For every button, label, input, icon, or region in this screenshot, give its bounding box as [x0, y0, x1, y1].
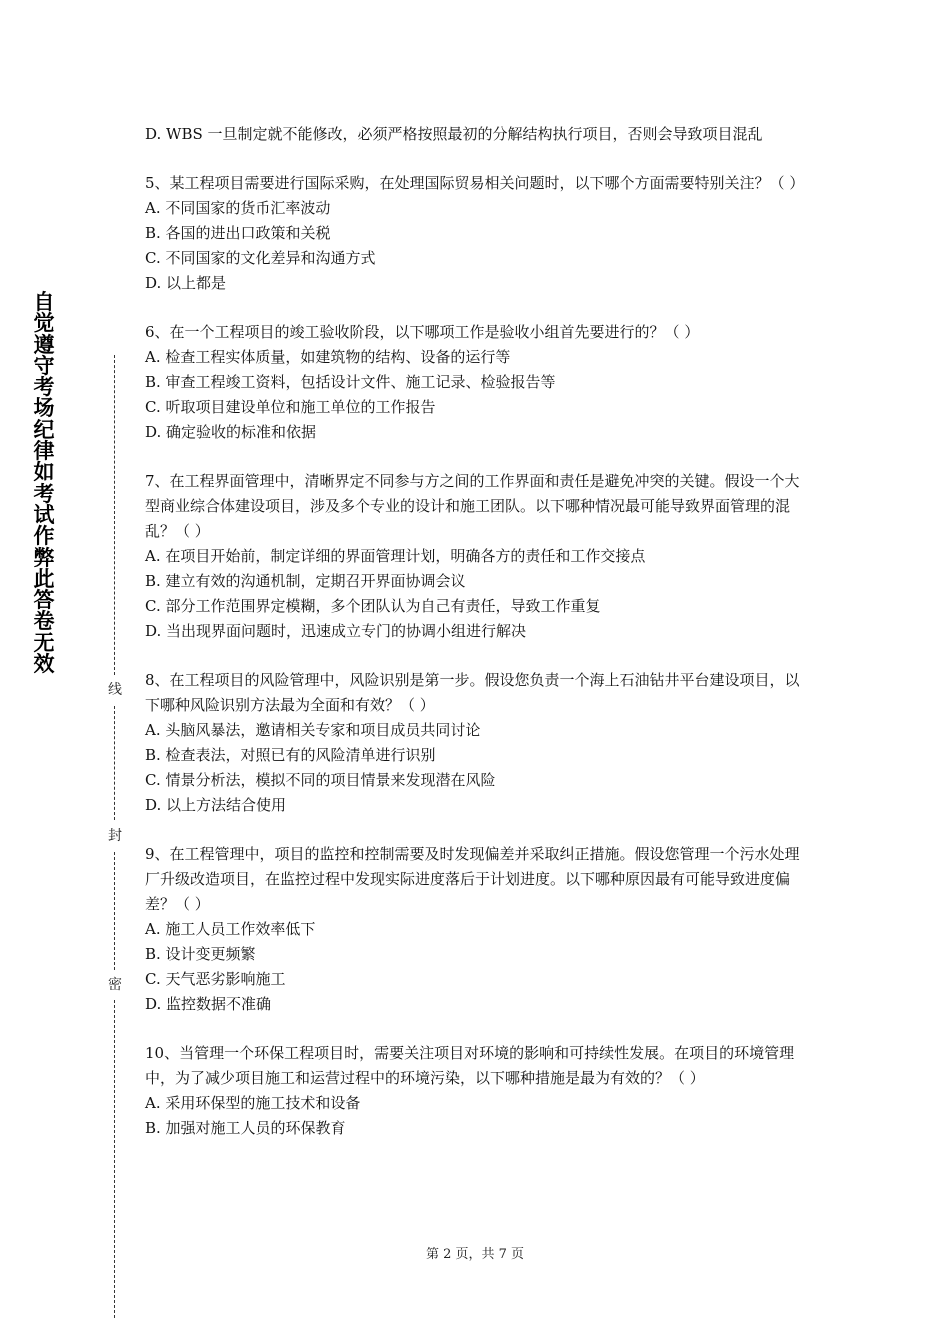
question-stem: 5、某工程项目需要进行国际采购，在处理国际贸易相关问题时，以下哪个方面需要特别关注？（ ） [145, 174, 805, 192]
page-number: 第 2 页，共 7 页 [425, 1247, 525, 1262]
option-a: A. 施工人员工作效率低下 [145, 920, 316, 938]
binding-label-seal: 封 [108, 828, 122, 844]
option-a: A. 采用环保型的施工技术和设备 [145, 1094, 361, 1112]
question-8 [145, 668, 810, 818]
option-b: B. 审查工程竣工资料，包括设计文件、施工记录、检验报告等 [145, 373, 556, 391]
exam-content [145, 122, 810, 1165]
binding-dashed-line-bottom [114, 1000, 115, 1318]
binding-label-secret: 密 [108, 977, 122, 993]
exam-discipline-warning: 自觉遵守考场纪律如考试作弊此答卷无效 [33, 290, 55, 677]
option-c: C. 不同国家的文化差异和沟通方式 [145, 249, 376, 267]
question-continued [145, 122, 810, 147]
option-c: C. 情景分析法，模拟不同的项目情景来发现潜在风险 [145, 771, 496, 789]
option-c: C. 部分工作范围界定模糊，多个团队认为自己有责任，导致工作重复 [145, 597, 601, 615]
question-stem: 7、在工程界面管理中，清晰界定不同参与方之间的工作界面和责任是避免冲突的关键。假设一个大型商业综合体建设项目，涉及多个专业的设计和施工团队。以下哪种情况最可能导致界面管理的混乱？（ ） [145, 472, 800, 540]
option-c: C. 听取项目建设单位和施工单位的工作报告 [145, 398, 436, 416]
option-a: A. 不同国家的货币汇率波动 [145, 199, 331, 217]
binding-dashed-line-lower [114, 852, 115, 970]
option-c: C. 天气恶劣影响施工 [145, 970, 286, 988]
question-stem: 10、当管理一个环保工程项目时，需要关注项目对环境的影响和可持续性发展。在项目的环境管理中，为了减少项目施工和运营过程中的环境污染，以下哪种措施是最为有效的？（ ） [145, 1044, 795, 1087]
option-d: D. 当出现界面问题时，迅速成立专门的协调小组进行解决 [145, 622, 527, 640]
option-d: D. 以上方法结合使用 [145, 796, 287, 814]
option-d: D. WBS 一旦制定就不能修改，必须严格按照最初的分解结构执行项目，否则会导致项目混乱 [145, 125, 763, 143]
question-stem: 9、在工程管理中，项目的监控和控制需要及时发现偏差并采取纠正措施。假设您管理一个污水处理厂升级改造项目，在监控过程中发现实际进度落后于计划进度。以下哪种原因最有可能导致进度偏差？（ ） [145, 845, 800, 913]
option-d: D. 以上都是 [145, 274, 227, 292]
question-9 [145, 842, 810, 1017]
option-b: B. 检查表法，对照已有的风险清单进行识别 [145, 746, 436, 764]
question-stem: 8、在工程项目的风险管理中，风险识别是第一步。假设您负责一个海上石油钻井平台建设项目，以下哪种风险识别方法最为全面和有效？（ ） [145, 671, 800, 714]
option-a: A. 在项目开始前，制定详细的界面管理计划，明确各方的责任和工作交接点 [145, 547, 646, 565]
option-d: D. 监控数据不准确 [145, 995, 272, 1013]
binding-label-line: 线 [108, 682, 122, 698]
option-b: B. 各国的进出口政策和关税 [145, 224, 331, 242]
question-stem: 6、在一个工程项目的竣工验收阶段，以下哪项工作是验收小组首先要进行的？（ ） [145, 323, 700, 341]
question-6 [145, 320, 810, 445]
option-d: D. 确定验收的标准和依据 [145, 423, 317, 441]
option-b: B. 加强对施工人员的环保教育 [145, 1119, 346, 1137]
binding-dashed-line-middle [114, 706, 115, 820]
option-b: B. 设计变更频繁 [145, 945, 256, 963]
option-b: B. 建立有效的沟通机制，定期召开界面协调会议 [145, 572, 466, 590]
question-10 [145, 1041, 810, 1141]
question-7 [145, 469, 810, 644]
option-a: A. 检查工程实体质量，如建筑物的结构、设备的运行等 [145, 348, 511, 366]
binding-dashed-line-top [114, 355, 115, 675]
option-a: A. 头脑风暴法，邀请相关专家和项目成员共同讨论 [145, 721, 481, 739]
question-5 [145, 171, 810, 296]
